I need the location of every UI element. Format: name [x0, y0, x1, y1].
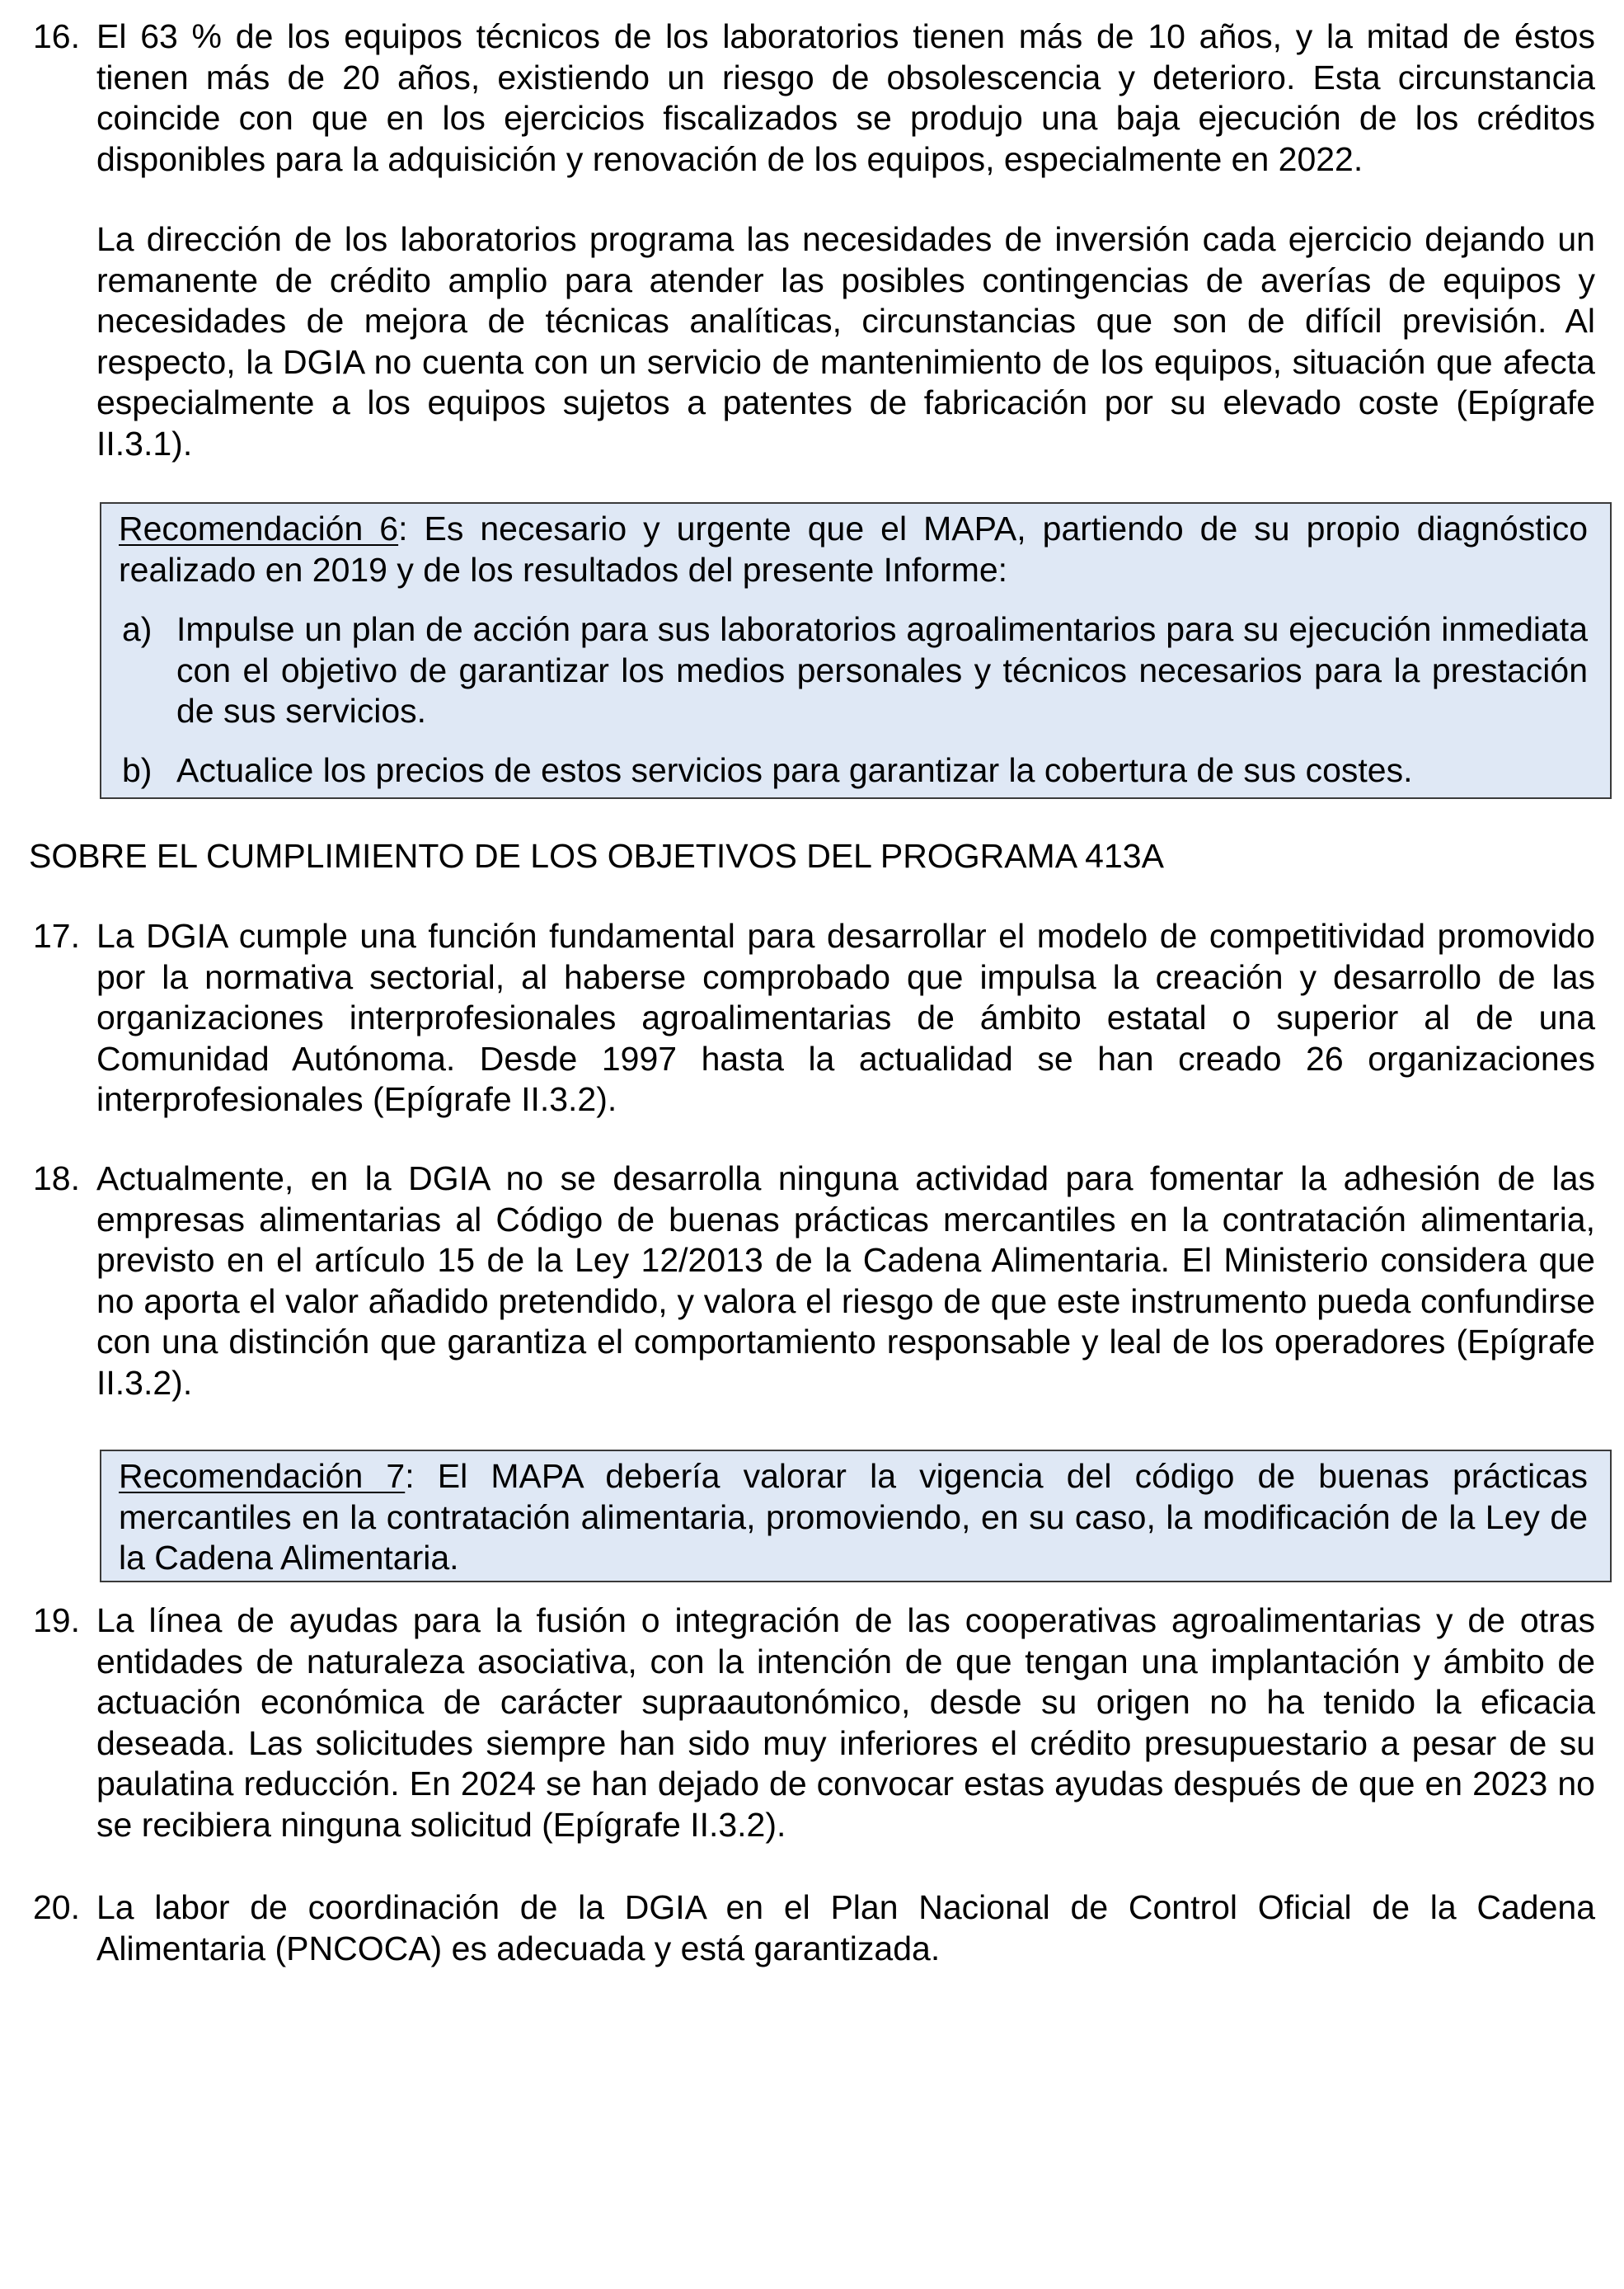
recommendation-intro-text: : El MAPA debería valorar la vigencia del código de buenas prácticas mercantiles en la contratación alimentaria, promoviendo, en su caso, la modificación de la Ley de la Cadena Alimentaria. [119, 1457, 1589, 1577]
paragraph-20 [0, 1887, 1624, 1969]
paragraph-text: La dirección de los laboratorios programa las necesidades de inversión cada ejercicio dejando un remanente de crédito amplio para atender las posibles contingencias de averías de equipos y necesidades de mejora de técnicas analíticas, circunstancias que son de difícil previsión. Al respecto, la DGIA no cuenta con un servicio de mantenimiento de los equipos, situación que afecta especialmente a los equipos sujetos a patentes de fabricación por su elevado coste (Epígrafe II.3.1). [96, 220, 1595, 463]
paragraph-number: 16. [33, 17, 80, 55]
section-heading: SOBRE EL CUMPLIMIENTO DE LOS OBJETIVOS DEL PROGRAMA 413A [29, 837, 1164, 875]
paragraph-16-continuation [0, 219, 1624, 465]
recommendation-6-box [100, 502, 1612, 799]
recommendation-label: Recomendación 7 [119, 1457, 406, 1495]
paragraph-number: 18. [33, 1159, 80, 1197]
paragraph-17 [0, 916, 1624, 1121]
item-text: Impulse un plan de acción para sus laboratorios agroalimentarios para su ejecución inmediata con el objetivo de garantizar los medios personales y técnicos necesarios para la prestación de sus servicios. [176, 610, 1588, 731]
item-marker: a) [122, 610, 153, 649]
paragraph-number: 20. [33, 1888, 80, 1926]
paragraph-18 [0, 1159, 1624, 1404]
paragraph-number: 17. [33, 917, 80, 955]
recommendation-label: Recomendación 6 [119, 510, 399, 548]
paragraph-19 [0, 1600, 1624, 1846]
paragraph-text: Actualmente, en la DGIA no se desarrolla ninguna actividad para fomentar la adhesión de las empresas alimentarias al Código de buenas prácticas mercantiles en la contratación alimentaria, previsto en el artículo 15 de la Ley 12/2013 de la Cadena Alimentaria. El Ministerio considera que no aporta el valor añadido pretendido, y valora el riesgo de que este instrumento pueda confundirse con una distinción que garantiza el comportamiento responsable y leal de los operadores (Epígrafe II.3.2). [96, 1159, 1595, 1402]
recommendation-7-box [100, 1450, 1612, 1582]
recommendation-intro [119, 509, 1588, 590]
recommendation-item-a [119, 609, 1588, 732]
paragraph-text: La labor de coordinación de la DGIA en el Plan Nacional de Control Oficial de la Cadena Alimentaria (PNCOCA) es adecuada y está garantizada. [96, 1888, 1595, 1967]
recommendation-intro-text: : Es necesario y urgente que el MAPA, partiendo de su propio diagnóstico realizado en 2019 y de los resultados del presente Informe: [119, 510, 1588, 589]
recommendation-item-b [119, 750, 1588, 792]
paragraph-16 [0, 16, 1624, 180]
paragraph-number: 19. [33, 1601, 80, 1639]
paragraph-text: El 63 % de los equipos técnicos de los laboratorios tienen más de 10 años, y la mitad de éstos tienen más de 20 años, existiendo un riesgo de obsolescencia y deterioro. Esta circunstancia coincide con que en los ejercicios fiscalizados se produjo una baja ejecución de los créditos disponibles para la adquisición y renovación de los equipos, especialmente en 2022. [96, 17, 1595, 178]
paragraph-text: La línea de ayudas para la fusión o integración de las cooperativas agroalimentarias y de otras entidades de naturaleza asociativa, con la intención de que tengan una implantación y ámbito de actuación económica de carácter supraautonómico, desde su origen no ha tenido la eficacia deseada. Las solicitudes siempre han sido muy inferiores el crédito presupuestario a pesar de su paulatina reducción. En 2024 se han dejado de convocar estas ayudas después de que en 2023 no se recibiera ninguna solicitud (Epígrafe II.3.2). [96, 1601, 1595, 1844]
paragraph-text: La DGIA cumple una función fundamental para desarrollar el modelo de competitividad promovido por la normativa sectorial, al haberse comprobado que impulsa la creación y desarrollo de las organizaciones interprofesionales agroalimentarias de ámbito estatal o superior al de una Comunidad Autónoma. Desde 1997 hasta la actualidad se han creado 26 organizaciones interprofesionales (Epígrafe II.3.2). [96, 917, 1595, 1119]
recommendation-intro [119, 1456, 1588, 1579]
item-marker: b) [122, 750, 153, 789]
item-text: Actualice los precios de estos servicios para garantizar la cobertura de sus costes. [176, 750, 1413, 789]
